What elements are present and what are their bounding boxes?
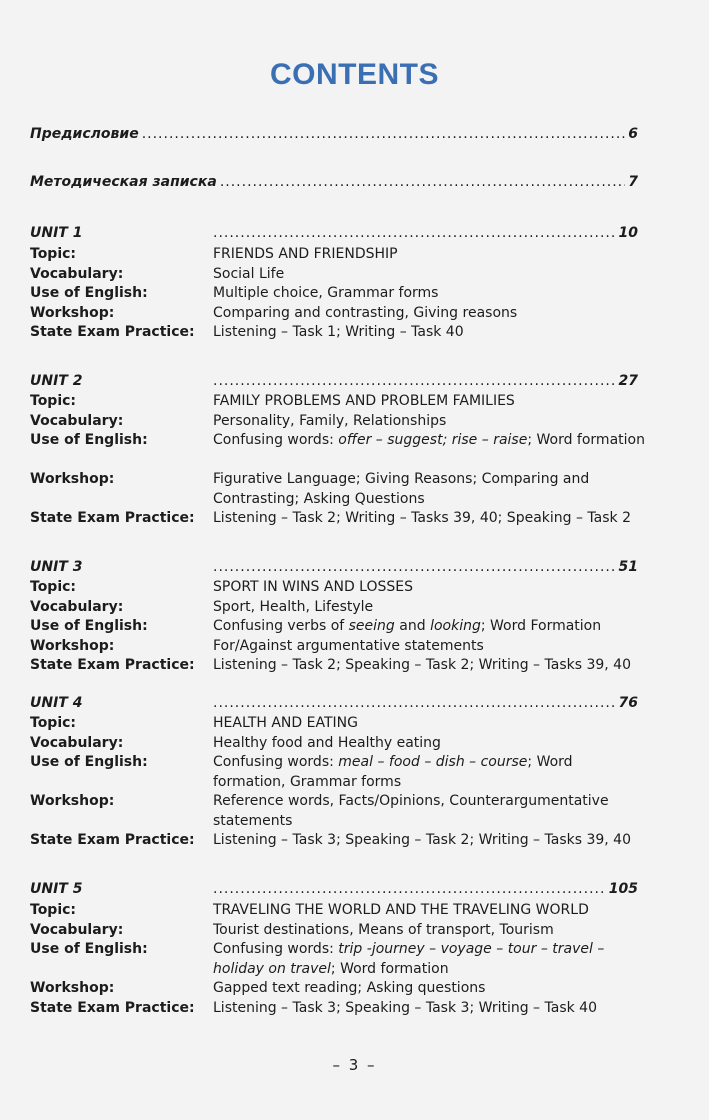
text-segment: and <box>394 618 431 634</box>
field-value <box>213 617 645 637</box>
field-value: Healthy food and Healthy eating <box>213 734 441 751</box>
field-value: Listening – Task 2; Writing – Tasks 39, 40; Speaking – Task 2 <box>213 510 631 526</box>
unit-page-number: 51 <box>618 559 638 575</box>
field-value: HEALTH AND EATING <box>213 715 358 731</box>
field-value: Comparing and contrasting, Giving reasons <box>213 304 518 321</box>
dot-leader <box>213 559 616 575</box>
unit-heading[interactable] <box>30 559 638 579</box>
field-label: Vocabulary: <box>30 734 124 751</box>
unit-label: UNIT 4 <box>30 695 83 711</box>
page-number: – 3 – <box>332 1056 377 1074</box>
unit-heading[interactable] <box>30 695 638 715</box>
text-segment: ; Word formation <box>330 960 449 977</box>
text-segment: ; Word formation <box>527 432 645 448</box>
unit-heading[interactable] <box>30 881 638 901</box>
field-value: Listening – Task 1; Writing – Task 40 <box>213 324 464 340</box>
field-label: Topic: <box>30 715 77 731</box>
dot-leader <box>213 225 616 241</box>
field-value: Listening – Task 3; Speaking – Task 3; Writing – Task 40 <box>213 999 597 1016</box>
text-segment: Confusing words: <box>213 432 339 448</box>
dot-leader <box>220 174 625 190</box>
unit-label: UNIT 5 <box>30 881 83 897</box>
toc-entry-page: 6 <box>628 126 638 142</box>
dot-leader <box>213 695 616 711</box>
field-label: Workshop: <box>30 793 115 809</box>
field-value: FAMILY PROBLEMS AND PROBLEM FAMILIES <box>213 393 515 409</box>
field-label: State Exam Practice: <box>30 999 195 1016</box>
toc-entry-label: Предисловие <box>30 126 139 142</box>
field-value: Listening – Task 3; Speaking – Task 2; Writing – Tasks 39, 40 <box>213 832 631 848</box>
toc-entry-label: Методическая записка <box>30 174 217 190</box>
toc-entry-preface[interactable] <box>30 126 638 146</box>
text-segment: Confusing words: <box>213 941 339 957</box>
field-value: SPORT IN WINS AND LOSSES <box>213 579 413 595</box>
unit-page-number: 27 <box>618 373 638 389</box>
field-label: Topic: <box>30 393 77 409</box>
dot-leader <box>213 881 606 897</box>
text-segment: ; Word formation, Grammar forms <box>213 754 573 790</box>
field-value: Gapped text reading; Asking questions <box>213 980 486 996</box>
unit-page-number: 10 <box>618 225 638 241</box>
italic-term: seeing <box>348 618 395 634</box>
toc-entry-methodological-note[interactable] <box>30 174 638 194</box>
page-title: CONTENTS <box>270 58 439 91</box>
field-value: For/Against argumentative statements <box>213 637 484 654</box>
field-label: State Exam Practice: <box>30 510 195 526</box>
field-label: Use of English: <box>30 432 148 448</box>
unit-heading[interactable] <box>30 373 638 393</box>
field-value: FRIENDS AND FRIENDSHIP <box>213 246 398 262</box>
field-value <box>213 753 645 792</box>
field-value: Tourist destinations, Means of transport, Tourism <box>213 921 554 938</box>
field-value: Social Life <box>213 265 285 282</box>
toc-entry-page: 7 <box>628 174 638 190</box>
field-value: Multiple choice, Grammar forms <box>213 285 439 301</box>
italic-term: trip -journey – voyage – tour – travel – holiday on travel <box>213 941 605 977</box>
field-label: Topic: <box>30 902 77 918</box>
unit-page-number: 76 <box>618 695 638 711</box>
unit-label: UNIT 3 <box>30 559 83 575</box>
field-label: Vocabulary: <box>30 412 124 429</box>
field-label: Vocabulary: <box>30 921 124 938</box>
field-label: Use of English: <box>30 754 148 770</box>
field-label: Vocabulary: <box>30 265 124 282</box>
field-label: Workshop: <box>30 637 115 654</box>
text-segment: Confusing verbs of <box>213 618 349 634</box>
field-label: Topic: <box>30 246 77 262</box>
field-label: Workshop: <box>30 471 115 487</box>
dot-leader <box>213 373 616 389</box>
field-value <box>213 431 645 451</box>
text-segment: Confusing words: <box>213 754 339 770</box>
field-value: Sport, Health, Lifestyle <box>213 598 374 615</box>
field-label: Workshop: <box>30 980 115 996</box>
unit-label: UNIT 2 <box>30 373 83 389</box>
dot-leader <box>142 126 626 142</box>
field-label: Vocabulary: <box>30 598 124 615</box>
field-value <box>213 940 645 979</box>
field-value: TRAVELING THE WORLD AND THE TRAVELING WORLD <box>213 902 589 918</box>
field-label: State Exam Practice: <box>30 324 195 340</box>
field-label: Use of English: <box>30 618 148 634</box>
unit-page-number: 105 <box>608 881 638 897</box>
field-value: Reference words, Facts/Opinions, Counterargumentative statements <box>213 793 609 829</box>
field-label: Topic: <box>30 579 77 595</box>
field-label: State Exam Practice: <box>30 832 195 848</box>
unit-heading[interactable] <box>30 225 638 245</box>
field-value: Figurative Language; Giving Reasons; Comparing and Contrasting; Asking Questions <box>213 471 590 507</box>
field-label: Use of English: <box>30 941 148 957</box>
field-value: Personality, Family, Relationships <box>213 412 447 429</box>
italic-term: meal – food – dish – course <box>338 754 528 770</box>
field-label: Workshop: <box>30 304 115 321</box>
italic-term: offer – suggest; rise – raise <box>338 432 528 448</box>
field-value: Listening – Task 2; Speaking – Task 2; Writing – Tasks 39, 40 <box>213 657 631 673</box>
field-label: Use of English: <box>30 285 148 301</box>
unit-label: UNIT 1 <box>30 225 83 241</box>
italic-term: looking <box>430 618 481 634</box>
field-label: State Exam Practice: <box>30 657 195 673</box>
text-segment: ; Word Formation <box>480 618 602 634</box>
